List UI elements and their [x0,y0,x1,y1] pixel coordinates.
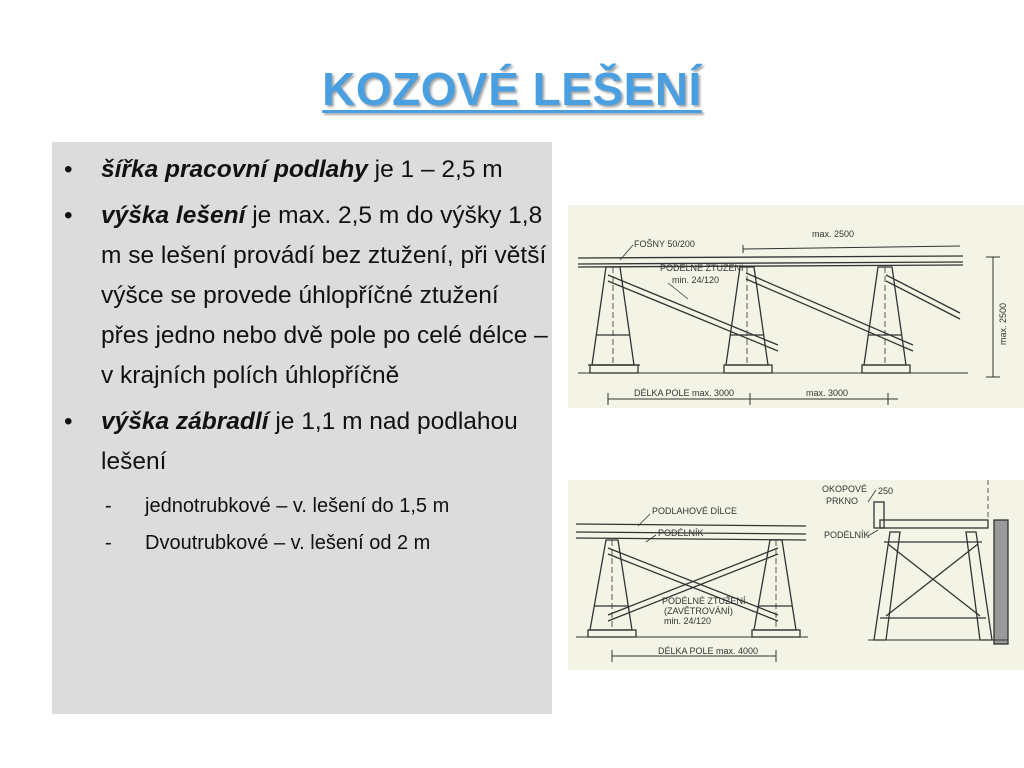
sub-item-double-tube [60,525,548,562]
bullet-term: výška lešení [101,202,246,229]
bullet-list [60,150,548,562]
bullet-term: šířka pracovní podlahy [101,156,368,183]
bullet-marker: • [64,408,73,435]
bullet-text: je max. 2,5 m do výšky 1,8 m se lešení provádí bez ztužení, při větší výšce se provede úhlopříčné ztužení přes jedno nebo dvě pole po celé délce – v krajních polích úhlopříčně [101,202,548,389]
label-toeboard-1: OKOPOVÉ [822,484,868,494]
label-250: 250 [878,486,894,496]
bullet-term: výška zábradlí [101,408,269,435]
bullet-text: je 1,1 m nad podlahou lešení [101,408,518,475]
sub-item-text: Dvoutrubkové – v. lešení od 2 m [145,532,431,554]
label-field-length: DÉLKA POLE max. 3000 [634,388,735,398]
label-bracing-note: (ZAVĚTROVÁNÍ) [664,606,733,616]
sub-item-single-tube [60,488,548,525]
label-toeboard-2: PRKNO [826,496,859,506]
label-planks: FOŠNY 50/200 [634,239,695,249]
label-max-top: max. 2500 [812,229,855,239]
bullet-item-railing [60,402,548,482]
dash-marker: - [105,495,112,517]
trestle-2 [724,267,772,373]
label-longitudinal: PODÉLNÍK [658,528,704,538]
label-bracing: PODÉLNÉ ZTUŽENÍ [660,263,744,273]
label-bracing-size: min. 24/120 [672,275,720,285]
bullet-marker: • [64,156,73,183]
sub-item-text: jednotrubkové – v. lešení do 1,5 m [145,495,450,517]
diagram-trestle-crossbracing [568,480,1024,670]
dash-marker: - [105,532,112,554]
slide-title: KOZOVÉ LEŠENÍ [322,63,702,115]
label-bracing: PODÉLNÉ ZTUŽENÍ [662,596,746,606]
bullet-item-width [60,150,548,190]
label-bracing-size: min. 24/120 [664,616,712,626]
diagram-trestle-elevation [568,205,1024,408]
label-max-bottom: max. 3000 [806,388,849,398]
bullet-marker: • [64,202,73,229]
bullet-item-height [60,196,548,396]
label-floor: PODLAHOVÉ DÍLCE [652,506,738,516]
bullet-text: je 1 – 2,5 m [367,156,503,183]
label-longitudinal-2: PODÉLNÍK [824,530,870,540]
label-height: max. 2500 [998,302,1008,345]
label-field-length: DÉLKA POLE max. 4000 [658,646,759,656]
